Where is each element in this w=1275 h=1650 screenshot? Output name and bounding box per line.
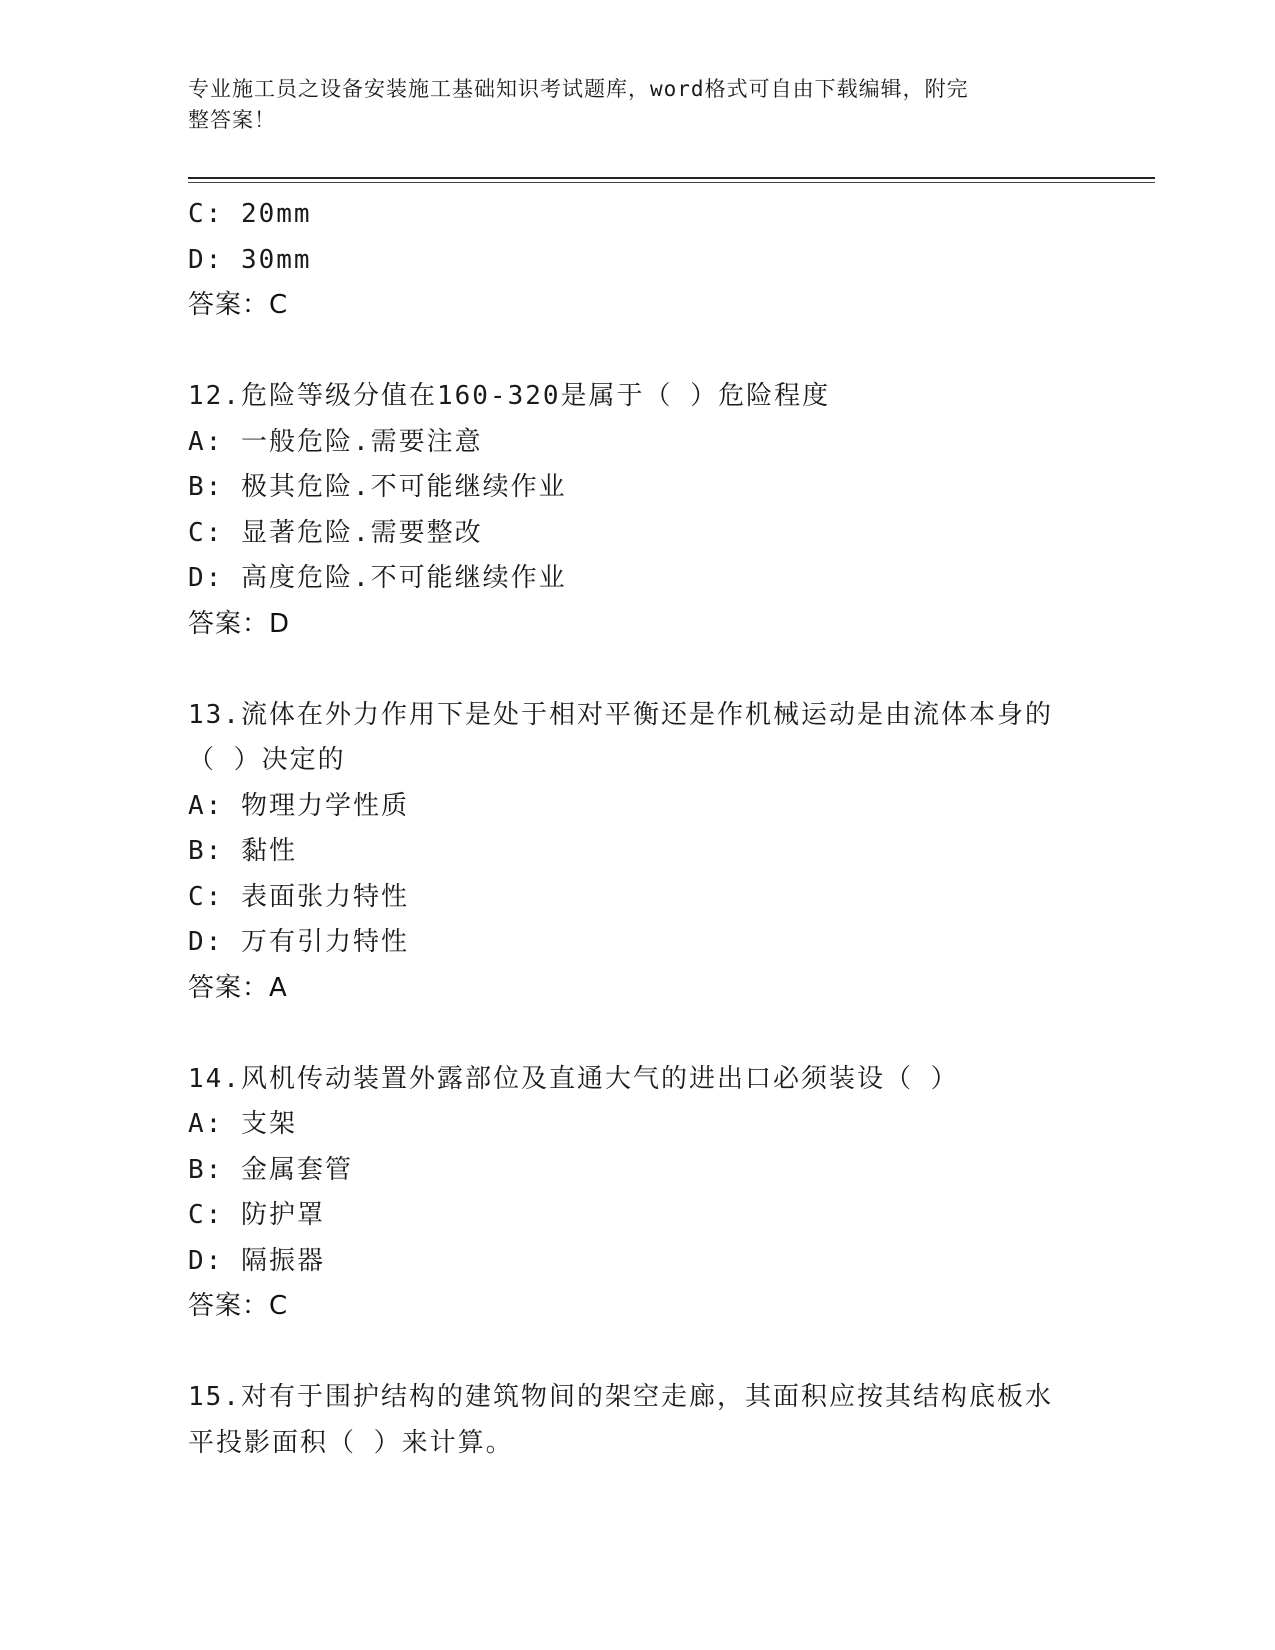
option-a: A: 支架: [188, 1109, 297, 1139]
question-text: 14.风机传动装置外露部位及直通大气的进出口必须装设（ ）: [188, 1063, 959, 1094]
previous-question-tail: [188, 192, 1088, 329]
header-divider-thin: [188, 182, 1155, 183]
option-c: C: 表面张力特性: [188, 881, 409, 912]
question-text-continued: （ ）决定的: [188, 745, 346, 775]
question-list: [188, 192, 1088, 1466]
spacer: [188, 1011, 1088, 1057]
question-text: 13.流体在外力作用下是处于相对平衡还是作机械运动是由流体本身的: [188, 699, 1053, 730]
header-line-2: 整答案！: [188, 108, 276, 132]
question-text: 15.对有于围护结构的建筑物间的架空走廊，其面积应按其结构底板水: [188, 1382, 1053, 1412]
answer-line: 答案：C: [188, 290, 289, 320]
option-a: A: 物理力学性质: [188, 790, 409, 821]
option-c: C: 20mm: [188, 199, 312, 229]
option-d: D: 万有引力特性: [188, 927, 409, 957]
option-b: B: 黏性: [188, 836, 297, 866]
answer-line: 答案：C: [188, 1291, 289, 1321]
question-text-continued: 平投影面积（ ）来计算。: [188, 1427, 514, 1458]
document-header: [188, 74, 1068, 136]
spacer: [188, 647, 1088, 693]
question-15: [188, 1375, 1088, 1466]
header-line-1: 专业施工员之设备安装施工基础知识考试题库，word格式可自由下载编辑，附完: [188, 77, 969, 101]
option-d: D: 隔振器: [188, 1245, 325, 1276]
question-13: [188, 693, 1088, 1012]
option-b: B: 金属套管: [188, 1154, 353, 1185]
answer-line: 答案：A: [188, 972, 288, 1003]
option-b: B: 极其危险.不可能继续作业: [188, 472, 567, 502]
question-12: [188, 374, 1088, 647]
spacer: [188, 329, 1088, 375]
option-d: D: 高度危险.不可能继续作业: [188, 563, 567, 593]
option-a: A: 一般危险.需要注意: [188, 426, 483, 457]
question-14: [188, 1057, 1088, 1330]
header-divider-thick: [188, 177, 1155, 179]
spacer: [188, 1330, 1088, 1376]
question-text: 12.危险等级分值在160-320是属于（ ）危险程度: [188, 381, 831, 411]
option-d: D: 30mm: [188, 244, 312, 275]
answer-line: 答案：D: [188, 608, 291, 639]
option-c: C: 显著危险.需要整改: [188, 517, 483, 548]
option-c: C: 防护罩: [188, 1200, 325, 1230]
